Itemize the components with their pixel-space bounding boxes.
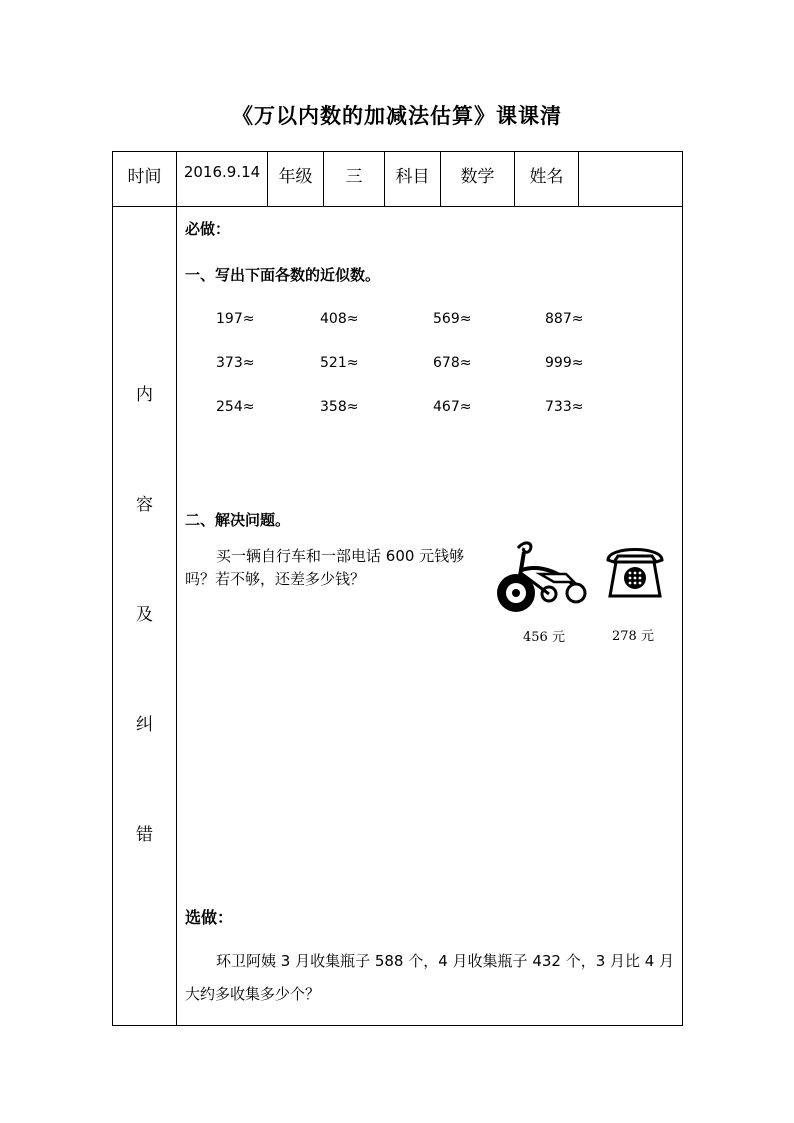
approx-item: 358≈ [320, 399, 359, 415]
header-row-divider [112, 206, 683, 207]
subject-value: 数学 [460, 167, 495, 187]
required-heading: 必做： [185, 220, 231, 238]
side-label-char: 内 [136, 385, 153, 405]
approx-item: 197≈ [216, 311, 255, 327]
name-label: 姓名 [529, 167, 564, 187]
section2-heading: 二、解决问题。 [185, 511, 291, 529]
bicycle-icon [494, 538, 590, 618]
approx-item: 887≈ [545, 311, 584, 327]
problem-text: 买一辆自行车和一部电话 600 元钱够 [216, 547, 465, 565]
telephone-icon [604, 542, 666, 600]
approx-item: 569≈ [433, 311, 472, 327]
phone-price: 278 元 [612, 629, 654, 644]
approx-item: 521≈ [320, 355, 359, 371]
optional-problem-text: 大约多收集多少个？ [185, 985, 321, 1003]
optional-problem-text: 环卫阿姨 3 月收集瓶子 588 个，4 月收集瓶子 432 个，3 月比 4 月 [216, 952, 675, 970]
approx-item: 733≈ [545, 399, 584, 415]
problem-text: 吗？若不够，还差多少钱？ [185, 570, 366, 588]
grade-label: 年级 [278, 167, 313, 187]
subject-label: 科目 [395, 167, 430, 187]
approx-item: 408≈ [320, 311, 359, 327]
optional-heading: 选做： [185, 908, 234, 927]
side-label-char: 容 [136, 495, 153, 515]
date-value: 2016.9.14 [183, 163, 261, 181]
approx-item: 999≈ [545, 355, 584, 371]
col-divider [176, 151, 177, 1026]
time-label: 时间 [127, 167, 162, 187]
side-label-char: 纠 [136, 715, 153, 735]
bike-price: 456 元 [523, 630, 565, 645]
page-title: 《万以内数的加减法估算》课课清 [232, 104, 562, 128]
approx-item: 254≈ [216, 399, 255, 415]
grade-value: 三 [345, 167, 363, 187]
approx-item: 678≈ [433, 355, 472, 371]
side-label-char: 及 [136, 605, 153, 625]
name-field[interactable] [579, 162, 682, 184]
section1-heading: 一、写出下面各数的近似数。 [185, 266, 381, 284]
side-label-char: 错 [136, 825, 153, 845]
approx-item: 373≈ [216, 355, 255, 371]
approx-item: 467≈ [433, 399, 472, 415]
